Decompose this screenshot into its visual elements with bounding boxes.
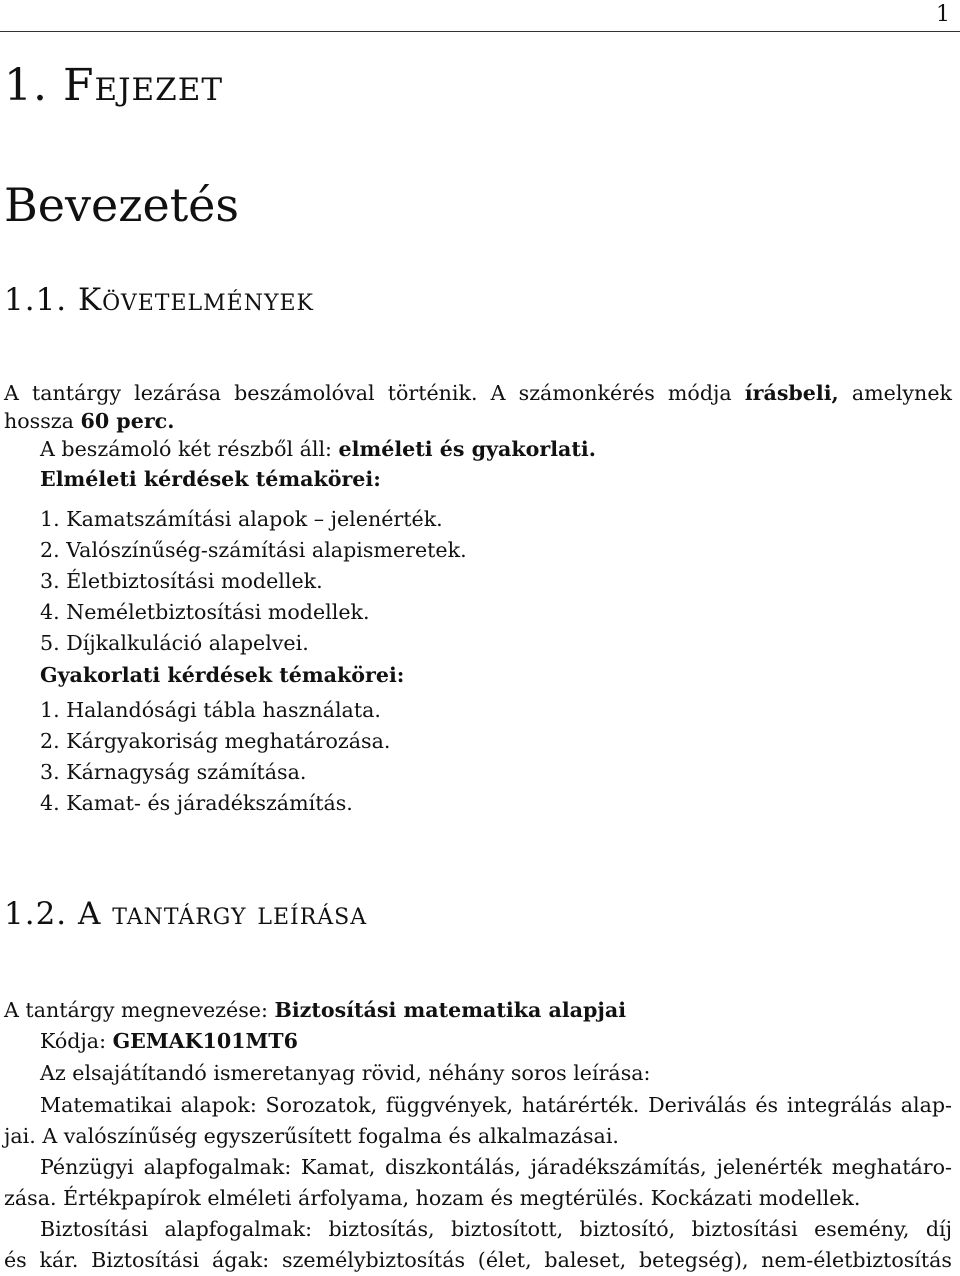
- text-span: A tantárgy lezárása beszámolóval történik. A számonkérés módja: [4, 381, 745, 405]
- page-number: 1: [936, 2, 950, 27]
- emphasis-text: Gyakorlati kérdések témakörei:: [40, 663, 405, 687]
- emphasis-text: GEMAK101MT6: [112, 1029, 298, 1053]
- paragraph-line: zása. Értékpapírok elméleti árfolyama, hozam és megtérülés. Kockázati modellek.: [4, 1186, 861, 1210]
- section-heading-description: 1.2. A tantárgy leírása: [4, 896, 368, 932]
- list-item: 1. Halandósági tábla használata.: [40, 698, 381, 722]
- list-item: 1. Kamatszámítási alapok – jelenérték.: [40, 507, 443, 531]
- text-span: A tantárgy megnevezése:: [4, 998, 275, 1022]
- chapter-title: Bevezetés: [4, 178, 240, 232]
- list-item: 2. Kárgyakoriság meghatározása.: [40, 729, 391, 753]
- emphasis-text: Elméleti kérdések témakörei:: [40, 467, 381, 491]
- paragraph-line: Az elsajátítandó ismeretanyag rövid, néhány soros leírása:: [40, 1061, 651, 1085]
- emphasis-text: Biztosítási matematika alapjai: [274, 998, 627, 1022]
- text-span: Kódja:: [40, 1029, 113, 1053]
- text-span: amelynek: [838, 381, 952, 405]
- paragraph-line: [40, 434, 952, 464]
- paragraph-line: [4, 378, 952, 408]
- emphasis-text: írásbeli,: [744, 381, 839, 405]
- list-item: 2. Valószínűség-számítási alapismeretek.: [40, 538, 467, 562]
- chapter-heading: 1. Fejezet: [4, 60, 224, 111]
- section-heading-requirements: 1.1. Követelmények: [4, 282, 314, 318]
- emphasis-text: elméleti és gyakorlati.: [338, 437, 596, 461]
- paragraph-line: jai. A valószínűség egyszerűsített fogalma és alkalmazásai.: [4, 1124, 619, 1148]
- list-item: 3. Kárnagyság számítása.: [40, 760, 307, 784]
- text-span: A beszámoló két részből áll:: [40, 437, 339, 461]
- practice-heading: [40, 660, 952, 690]
- list-item: 3. Életbiztosítási modellek.: [40, 569, 323, 593]
- theory-heading: [40, 464, 952, 494]
- paragraph-line: Biztosítási alapfogalmak: biztosítás, biztosított, biztosító, biztosítási esemény, díj: [40, 1217, 952, 1241]
- header-rule: [0, 31, 960, 32]
- emphasis-text: 60 perc.: [80, 409, 175, 433]
- text-span: hossza: [4, 409, 81, 433]
- paragraph-line: [40, 1026, 952, 1056]
- list-item: 4. Kamat- és járadékszámítás.: [40, 791, 353, 815]
- paragraph-line: [4, 995, 952, 1025]
- list-item: 5. Díjkalkuláció alapelvei.: [40, 631, 309, 655]
- paragraph-line: Pénzügyi alapfogalmak: Kamat, diszkontálás, járadékszámítás, jelenérték meghatáro-: [40, 1155, 952, 1179]
- paragraph-line: és kár. Biztosítási ágak: személybiztosítás (élet, baleset, betegség), nem-életbiztosítás: [4, 1248, 952, 1272]
- paragraph-line: Matematikai alapok: Sorozatok, függvények, határérték. Deriválás és integrálás alap-: [40, 1093, 952, 1117]
- paragraph-line: [4, 406, 952, 436]
- list-item: 4. Neméletbiztosítási modellek.: [40, 600, 370, 624]
